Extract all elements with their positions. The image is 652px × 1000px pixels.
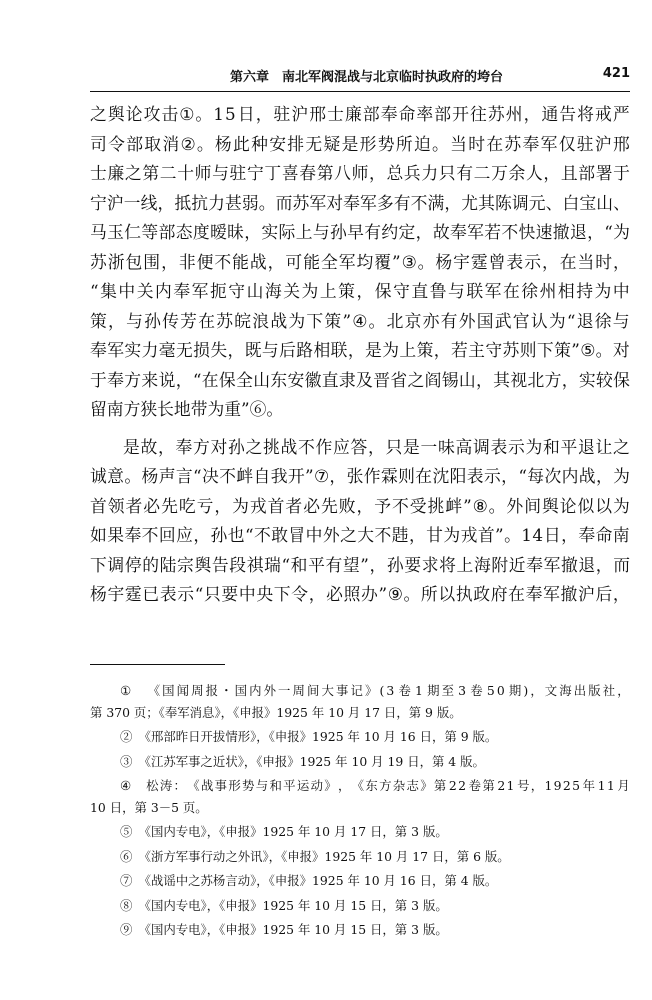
body-line: 士 廉 之 第 二 十 师 与 驻 宁 丁 喜 春 第 八 师 ， 总 兵 力 只 有 二 万 余 人 ， 且 部 署 于	[90, 163, 630, 183]
body-line: 奉 军 实 力 毫 无 损 失 ， 既 与 后 路 相 联 ， 是 为 上 策 ， 若 主 守 苏 则 下 策 ” ⑤ 。 对	[90, 340, 630, 360]
footnote-line: ⑨ 《国内专电》，《申报》1925 年 10 月 15 日，第 3 版。	[120, 922, 448, 937]
footnote-line: ⑥ 《浙方军事行动之外讯》，《申报》1925 年 10 月 17 日，第 6 版。	[120, 848, 510, 864]
footnote-line: ⑤ 《国内专电》，《申报》1925 年 10 月 17 日，第 3 版。	[120, 824, 448, 839]
body-line: 诚 意 。 杨 声 言 “ 决 不 衅 自 我 开 ” ⑦ ， 张 作 霖 则 在 沈 阳 表 示 ， “ 每 次 内 战 ， 为	[90, 466, 630, 486]
body-line: 如 果 奉 不 回 应 ， 孙 也 “ 不 敢 冒 中 外 之 大 不 韪 ， 甘 为 戎 首 ” 。 1 4 日 ， 奉 命 南	[90, 525, 630, 545]
footnote-separator	[90, 664, 225, 665]
body-line: 杨 宇 霆 已 表 示 “ 只 要 中 央 下 令 ， 必 照 办 ” ⑨ 。 所 以 执 政 府 在 奉 军 撤 沪 后 ，	[90, 584, 630, 604]
body-line: 之 舆 论 攻 击 ① 。 1 5 日 ， 驻 沪 邢 士 廉 部 奉 命 率 部 开 往 苏 州 ， 通 告 将 戒 严	[90, 104, 630, 124]
body-line: 留南方狭长地带为重”⑥。	[90, 399, 284, 419]
footnote-line: ⑦ 《战谣中之苏杨言动》，《申报》1925 年 10 月 16 日，第 4 版。	[120, 873, 498, 888]
page-number: 421	[602, 66, 630, 81]
running-header	[90, 64, 630, 84]
chapter-title: 第六章 南北军阀混战与北京临时执政府的垮台	[230, 70, 504, 85]
footnote-line: 第 370 页；《奉军消息》，《申报》1925 年 10 月 17 日，第 9 版。	[90, 704, 462, 720]
body-text	[90, 100, 630, 610]
body-line: 策 ， 与 孙 传 芳 在 苏 皖 浪 战 为 下 策 ” ④ 。 北 京 亦 有 外 国 武 官 认 为 “ 退 徐 与	[90, 310, 630, 331]
body-line: 于 奉 方 来 说 ， “ 在 保 全 山 东 安 徽 直 隶 及 晋 省 之 阎 锡 山 ， 其 视 北 方 ， 实 较 保	[90, 369, 630, 390]
body-line: 首 领 者 必 先 吃 亏 ， 为 戎 首 者 必 先 败 ， 予 不 受 挑 衅 ” ⑧ 。 外 间 舆 论 似 以 为	[90, 495, 630, 516]
body-line: 苏 浙 包 围 ， 非 便 不 能 战 ， 可 能 全 军 均 覆 ” ③ 。 杨 宇 霆 曾 表 示 ， 在 当 时 ，	[90, 251, 630, 272]
footnote-line: ② 《邢部昨日开拔情形》，《申报》1925 年 10 月 16 日，第 9 版。	[120, 729, 498, 744]
body-line: 司 令 部 取 消 ② 。 杨 此 种 安 排 无 疑 是 形 势 所 迫 。 当 时 在 苏 奉 军 仅 驻 沪 邢	[90, 133, 630, 154]
body-line: 宁 沪 一 线 ， 抵 抗 力 甚 弱 。 而 苏 军 对 奉 军 多 有 不 满 ， 尤 其 陈 调 元 、 白 宝 山 、	[90, 192, 630, 213]
footnotes	[90, 680, 630, 941]
footnote-line: ③ 《江苏军事之近状》，《申报》1925 年 10 月 19 日，第 4 版。	[120, 753, 485, 769]
body-line: 是 故 ， 奉 方 对 孙 之 挑 战 不 作 应 答 ， 只 是 一 味 高 调 表 示 为 和 平 退 让 之	[123, 436, 630, 457]
footnote-line: 10 日，第 3－5 页。	[90, 799, 208, 815]
body-line: 马 玉 仁 等 部 态 度 暧 昧 ， 实 际 上 与 孙 早 有 约 定 ， 故 奉 军 若 不 快 速 撤 退 ， “ 为	[90, 222, 630, 242]
footnote-line: ⑧ 《国内专电》，《申报》1925 年 10 月 15 日，第 3 版。	[120, 897, 448, 913]
footnote-line: ① 《 国 闻 周 报 ・ 国 内 外 一 周 间 大 事 记 》 ( 3 卷 1 期 至 3 卷 5 0 期 ) ， 文 海 出 版 社 ，	[120, 683, 630, 698]
header-rule	[90, 91, 630, 92]
body-line: “ 集 中 关 内 奉 军 扼 守 山 海 关 为 上 策 ， 保 守 直 鲁 与 联 军 在 徐 州 相 持 为 中	[90, 281, 630, 301]
body-line: 下 调 停 的 陆 宗 舆 告 段 祺 瑞 “ 和 平 有 望 ” ， 孙 要 求 将 上 海 附 近 奉 军 撤 退 ， 而	[90, 554, 630, 575]
footnote-line: ④ 松 涛 ： 《 战 事 形 势 与 和 平 运 动 》 ， 《 东 方 杂 志 》 第 2 2 卷 第 2 1 号 ， 1 9 2 5 年 1 1 月	[120, 778, 630, 793]
